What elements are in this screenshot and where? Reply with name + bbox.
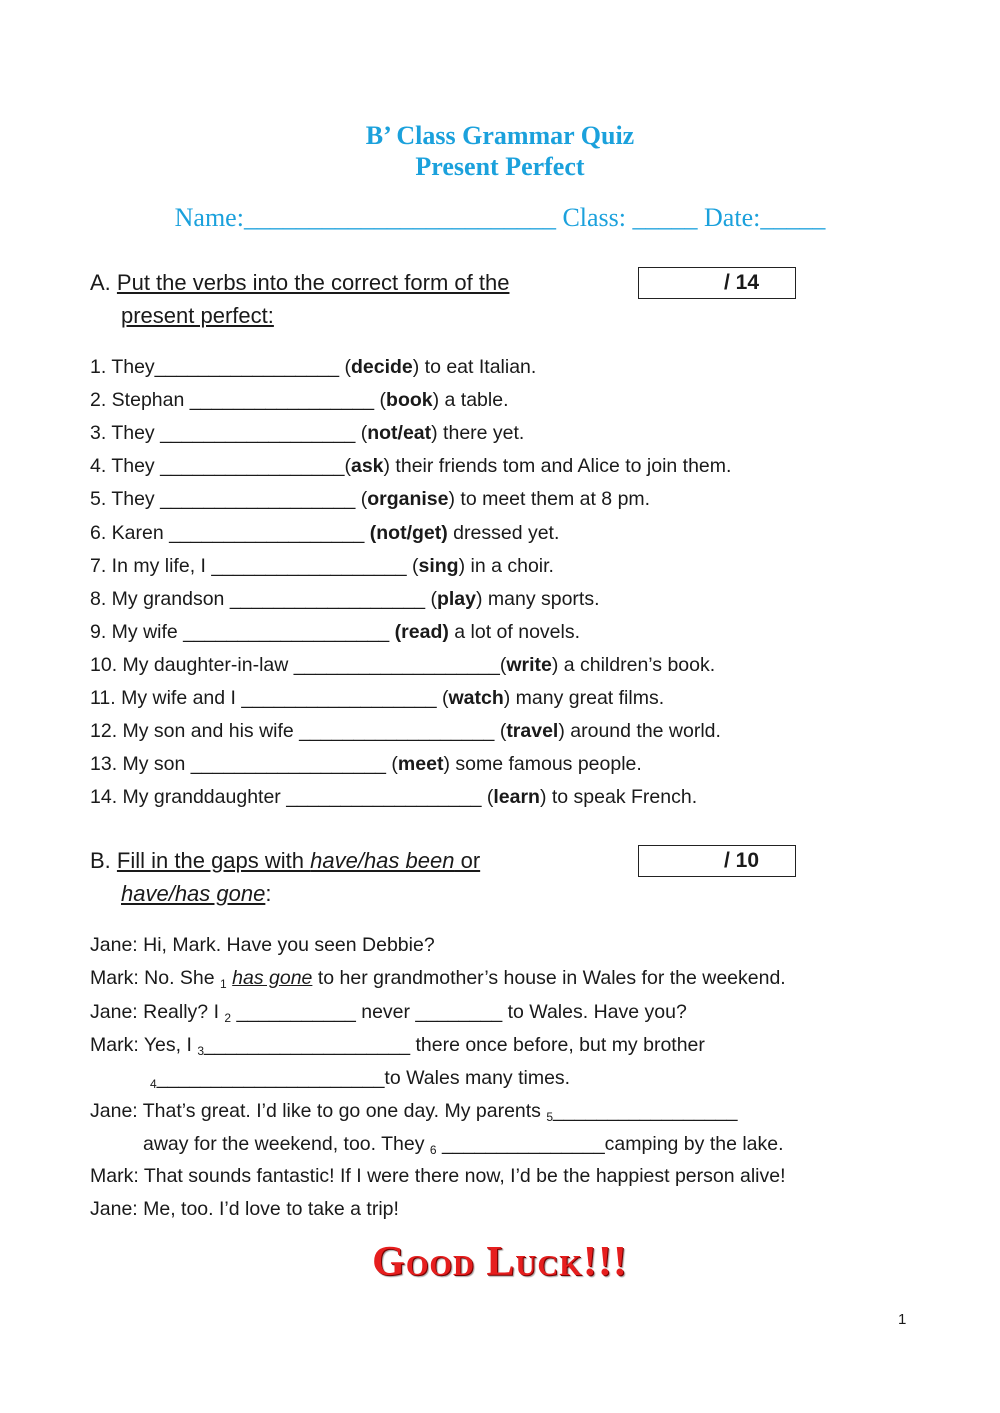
dialogue-text: _____________________to Wales many times.	[156, 1067, 571, 1089]
exercise-text: 11. My wife and I __________________ (	[90, 687, 449, 709]
section-a-letter: A.	[90, 270, 111, 295]
student-info-row	[0, 203, 1000, 233]
section-b-option-gone: have/has gone	[121, 881, 266, 906]
exercise-text: 5. They __________________ (	[90, 488, 368, 511]
exercise-item	[90, 356, 536, 379]
quiz-subtitle: Present Perfect	[415, 152, 585, 181]
dialogue-line: Mark: That sounds fantastic! If I were there now, I’d be the happiest person alive!	[90, 1165, 786, 1187]
exercise-text: ) there yet.	[431, 422, 525, 445]
exercise-verb: play	[436, 587, 476, 610]
exercise-verb: write	[506, 653, 552, 676]
dialogue-text: to her grandmother’s house in Wales for the weekend.	[312, 967, 786, 989]
dialogue-line	[90, 1001, 687, 1025]
exercise-verb: (read)	[394, 620, 449, 643]
section-b-heading	[90, 848, 480, 874]
exercise-text: a lot of novels.	[448, 620, 581, 643]
exercise-item	[90, 522, 559, 545]
dialogue-line	[90, 1034, 705, 1058]
name-label: Name:	[174, 203, 244, 232]
exercise-text: 10. My daughter-in-law ___________________(	[90, 653, 507, 676]
exercise-text: dressed yet.	[447, 521, 560, 544]
dialogue-text: _________________	[553, 1100, 738, 1122]
exercise-item	[90, 455, 731, 478]
dialogue-line: Jane: Me, too. I’d love to take a trip!	[90, 1198, 399, 1220]
exercise-text: 3. They __________________ (	[90, 422, 368, 445]
exercise-item	[90, 588, 600, 611]
exercise-text: 4. They _________________(	[90, 455, 351, 478]
dialogue-text: Mark: Yes, I	[90, 1034, 198, 1056]
exercise-item	[90, 389, 509, 412]
dialogue-line	[90, 1100, 737, 1124]
exercise-text: 13. My son __________________ (	[90, 753, 398, 776]
gap-number: 2	[224, 1011, 232, 1025]
exercise-verb: (not/get)	[369, 521, 448, 544]
section-a-instruction-line2: present perfect:	[121, 303, 274, 328]
section-b-instruction-line2	[121, 881, 271, 907]
exercise-text: ) many great films.	[503, 687, 665, 709]
exercise-item	[90, 488, 650, 511]
exercise-text: ) a children’s book.	[551, 653, 716, 676]
exercise-item	[90, 621, 580, 644]
quiz-title: B’ Class Grammar Quiz	[365, 121, 635, 150]
dialogue-line	[150, 1067, 570, 1091]
name-blank: ________________________	[243, 203, 556, 232]
section-a-score-box: / 14	[638, 267, 796, 299]
date-label: Date:	[704, 203, 761, 232]
good-luck-banner: Good Luck!!!	[372, 1239, 628, 1285]
exercise-text: 1. They_________________ (	[90, 356, 351, 378]
dialogue-line	[90, 967, 786, 991]
exercise-item	[90, 422, 524, 445]
exercise-item	[90, 753, 642, 776]
class-blank: _____	[632, 203, 698, 232]
dialogue-text: ___________________ there once before, but my brother	[204, 1034, 705, 1056]
exercise-text: 14. My granddaughter __________________ (	[90, 786, 494, 809]
exercise-verb: organise	[367, 488, 449, 511]
exercise-item	[90, 720, 721, 743]
gap-number: 5	[546, 1110, 554, 1124]
gap-number: 1	[220, 977, 227, 991]
class-label: Class:	[562, 203, 627, 232]
exercise-item	[90, 687, 664, 710]
dialogue-text: ___________ never ________ to Wales. Have you?	[231, 1001, 687, 1023]
exercise-verb: learn	[493, 786, 540, 809]
section-b-instruction-text: Fill in the gaps with	[116, 848, 311, 873]
exercise-text: 12. My son and his wife __________________ (	[90, 720, 507, 743]
exercise-text: ) to meet them at 8 pm.	[448, 488, 651, 511]
exercise-text: ) a table.	[432, 389, 509, 412]
section-b-option-been: have/has been	[310, 848, 455, 873]
dialogue-text: _______________camping by the lake.	[436, 1133, 784, 1155]
dialogue-line	[143, 1133, 784, 1157]
dialogue-text: Jane: Really? I	[90, 1001, 225, 1023]
exercise-item	[90, 555, 554, 578]
exercise-verb: meet	[397, 753, 444, 776]
exercise-verb: book	[386, 389, 433, 412]
exercise-text: ) to speak French.	[539, 786, 698, 809]
exercise-text: 7. In my life, I __________________ (	[90, 554, 419, 577]
dialogue-text: Mark: No. She	[90, 967, 221, 989]
exercise-text: ) around the world.	[558, 720, 721, 743]
section-a-heading	[90, 270, 509, 296]
gap-number: 6	[429, 1143, 437, 1157]
section-b-score-box: / 10	[638, 845, 796, 877]
dialogue-line: Jane: Hi, Mark. Have you seen Debbie?	[90, 934, 435, 956]
exercise-verb: decide	[350, 356, 413, 378]
section-b-instruction	[117, 848, 480, 873]
gap-number: 4	[150, 1077, 157, 1091]
dialogue-text: Jane: That’s great. I’d like to go one day. My parents	[90, 1100, 547, 1122]
section-a-instruction-line2-wrap	[121, 303, 274, 329]
exercise-verb: watch	[448, 687, 504, 709]
example-answer: has gone	[232, 967, 313, 989]
exercise-item	[90, 654, 715, 677]
exercise-verb: not/eat	[367, 422, 432, 445]
exercise-text: ) many sports.	[475, 587, 600, 610]
exercise-verb: ask	[350, 455, 384, 478]
exercise-text: ) in a choir.	[458, 554, 554, 577]
section-a-instruction-line1: Put the verbs into the correct form of the	[116, 270, 510, 295]
section-b-colon: :	[265, 881, 272, 906]
dialogue-text: away for the weekend, too. They	[143, 1133, 430, 1155]
gap-number: 3	[197, 1044, 204, 1058]
section-b-letter: B.	[90, 848, 111, 873]
exercise-text: ) some famous people.	[443, 753, 642, 776]
exercise-item	[90, 786, 697, 809]
exercise-text: 6. Karen __________________	[90, 521, 370, 544]
exercise-text: ) to eat Italian.	[412, 356, 537, 378]
date-blank: _____	[760, 203, 826, 232]
exercise-text: 8. My grandson __________________ (	[90, 587, 437, 610]
section-b-instruction-or: or	[454, 848, 481, 873]
exercise-verb: sing	[418, 554, 459, 577]
exercise-text: 9. My wife ___________________	[90, 620, 395, 643]
exercise-verb: travel	[506, 720, 559, 743]
exercise-text: 2. Stephan _________________ (	[90, 389, 387, 412]
exercise-text: ) their friends tom and Alice to join them.	[383, 455, 732, 478]
page-number: 1	[898, 1311, 907, 1328]
